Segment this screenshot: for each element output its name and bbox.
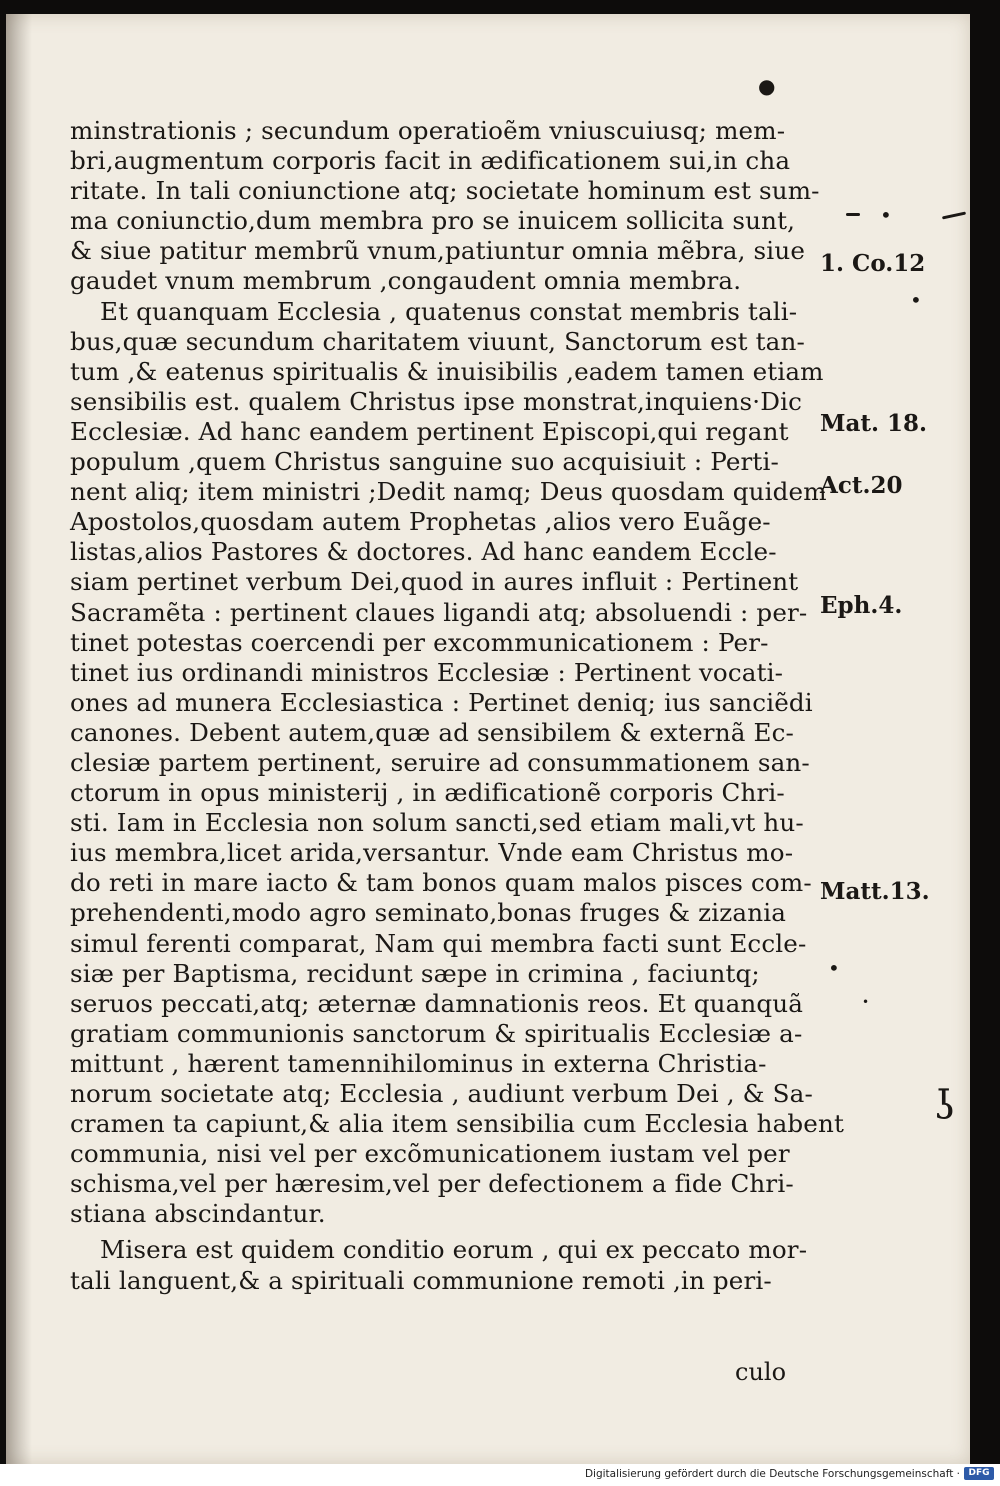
margin-note-1-corinthians: 1. Co.12: [820, 250, 926, 277]
dfg-logo: DFG: [964, 1467, 994, 1480]
ink-dot: ●: [758, 74, 776, 98]
text-line: populum ,quem Christus sanguine suo acquisiuit : Perti-: [70, 447, 779, 477]
text-line: clesiæ partem pertinent, seruire ad consummationem san-: [70, 747, 810, 777]
text-line: Ecclesiæ. Ad hanc eandem pertinent Episcopi,qui regant: [70, 416, 789, 446]
ink-dot: •: [862, 995, 870, 1009]
text-line: simul ferenti comparat, Nam qui membra facti sunt Eccle-: [70, 928, 807, 958]
text-line: Misera est quidem conditio eorum , qui ex peccato mor-: [100, 1235, 808, 1265]
text-line: tinet potestas coercendi per excommunicationem : Per-: [70, 627, 769, 657]
text-line: listas,alios Pastores & doctores. Ad hanc eandem Eccle-: [70, 537, 777, 567]
text-line: ritate. In tali coniunctione atq; societate hominum est sum-: [70, 176, 820, 206]
text-line: siæ per Baptisma, recidunt sæpe in crimina , faciuntq;: [70, 958, 760, 988]
text-line: ctorum in opus ministerij , in ædificationẽ corporis Chri-: [70, 778, 785, 808]
text-line: canones. Debent autem,quæ ad sensibilem & externã Ec-: [70, 717, 794, 747]
text-line: sti. Iam in Ecclesia non solum sancti,sed etiam mali,vt hu-: [70, 808, 804, 838]
text-line: mittunt , hærent tamennihilominus in externa Christia-: [70, 1048, 767, 1078]
ink-dot: •: [880, 203, 892, 227]
text-line: Et quanquam Ecclesia , quatenus constat membris tali-: [100, 296, 798, 326]
text-line: & siue patitur membrũ vnum,patiuntur omnia mẽbra, siue: [70, 236, 806, 266]
text-line: gratiam communionis sanctorum & spiritualis Ecclesiæ a-: [70, 1018, 803, 1048]
text-line: schisma,vel per hæresim,vel per defectionem a fide Chri-: [70, 1169, 794, 1199]
text-line: prehendenti,modo agro seminato,bonas fruges & zizania: [70, 898, 787, 928]
text-line: tinet ius ordinandi ministros Ecclesiæ : Pertinent vocati-: [70, 657, 784, 687]
text-line: ma coniunctio,dum membra pro se inuicem sollicita sunt,: [70, 206, 796, 236]
page-gutter-shadow: [6, 14, 32, 1464]
margin-note-acts-20: Act.20: [820, 472, 903, 499]
text-line: stiana abscindantur.: [70, 1199, 326, 1229]
text-line: ius membra,licet arida,versantur. Vnde eam Christus mo-: [70, 838, 794, 868]
text-line: cramen ta capiunt,& alia item sensibilia cum Ecclesia habent: [70, 1109, 845, 1139]
body-text: [70, 116, 845, 1296]
text-line: nent aliq; item ministri ;Dedit namq; Deus quosdam quidem: [70, 477, 827, 507]
text-line: tum ,& eatenus spiritualis & inuisibilis ,eadem tamen etiam: [70, 356, 824, 386]
text-line: do reti in mare iacto & tam bonos quam malos pisces com-: [70, 868, 812, 898]
footer-bar: [0, 1464, 1000, 1486]
ink-dot: •: [910, 288, 922, 312]
footer-credit: Digitalisierung gefördert durch die Deutsche Forschungsgemeinschaft ·: [584, 1468, 960, 1480]
margin-note-matthew-13: Matt.13.: [820, 878, 930, 905]
text-line: minstrationis ; secundum operatioẽm vniuscuiusq; mem-: [70, 116, 786, 145]
text-line: Apostolos,quosdam autem Prophetas ,alios vero Euãge-: [70, 507, 771, 537]
text-line: seruos peccati,atq; æternæ damnationis reos. Et quanquã: [70, 988, 804, 1018]
text-line: communia, nisi vel per excõmunicationem iustam vel per: [70, 1139, 790, 1169]
text-line: gaudet vnum membrum ,congaudent omnia membra.: [70, 266, 742, 296]
text-line: Sacramẽta : pertinent claues ligandi atq; absoluendi : per-: [70, 597, 808, 627]
text-line: bus,quæ secundum charitatem viuunt, Sanctorum est tan-: [70, 326, 805, 356]
margin-note-matthew-18: Mat. 18.: [820, 410, 928, 437]
catchword: culo: [735, 1358, 787, 1386]
text-line: norum societate atq; Ecclesia , audiunt verbum Dei , & Sa-: [70, 1079, 813, 1108]
ink-flourish: ʖ: [934, 1083, 956, 1129]
ink-dot: •: [828, 956, 840, 980]
ink-mark: [846, 213, 860, 216]
text-line: sensibilis est. qualem Christus ipse monstrat,inquiens·Dic: [70, 386, 803, 416]
text-line: tali languent,& a spirituali communione remoti ,in peri-: [70, 1265, 772, 1295]
text-line: bri,augmentum corporis facit in ædificationem sui,in cha: [70, 146, 791, 176]
text-line: ones ad munera Ecclesiastica : Pertinet deniq; ius sanciẽdi: [70, 687, 813, 717]
text-line: siam pertinet verbum Dei,quod in aures influit : Pertinent: [70, 567, 799, 597]
margin-note-ephesians-4: Eph.4.: [820, 592, 903, 619]
